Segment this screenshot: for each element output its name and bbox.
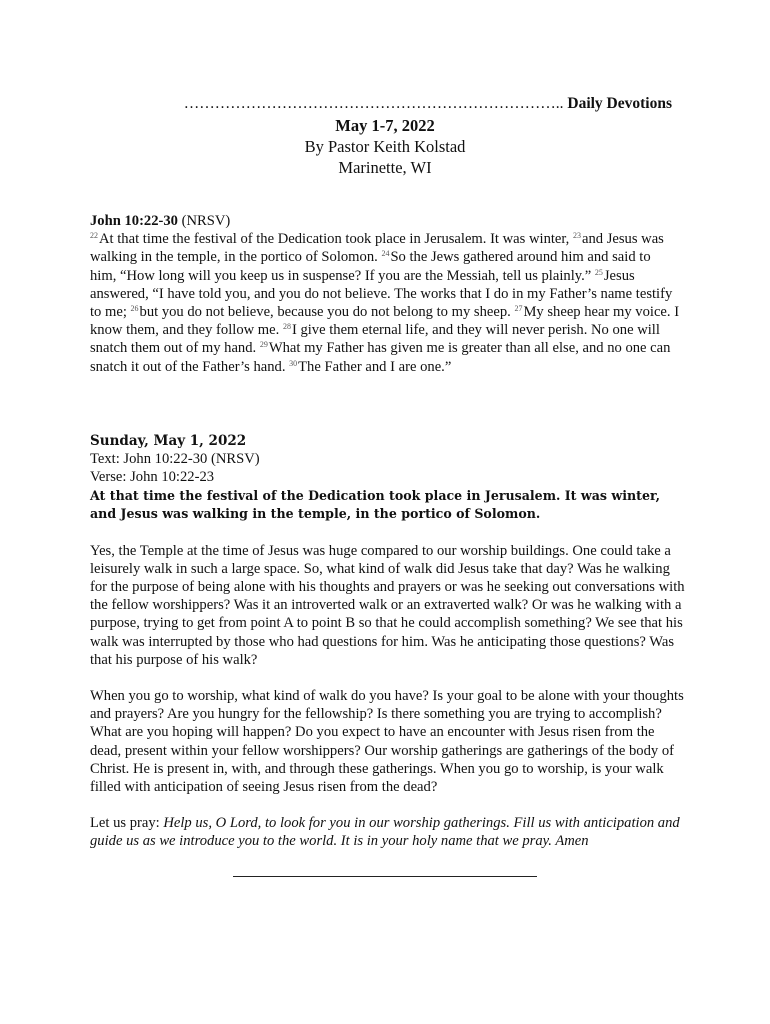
verse-text: At that time the festival of the Dedication took place in Jerusalem. It was winter, bbox=[99, 231, 573, 248]
verse-number: 26 bbox=[130, 304, 139, 314]
verse-number: 28 bbox=[282, 322, 291, 332]
section-divider bbox=[233, 876, 537, 877]
verse-text: I give them eternal life, and they will never perish. No one will snatch them out of my hand. bbox=[90, 322, 660, 357]
leader-dots: ……………………………………………………………….. bbox=[183, 95, 568, 112]
verse-text: but you do not believe, because you do not belong to my sheep. bbox=[139, 304, 515, 321]
scripture-reference: John 10:22-30 bbox=[90, 213, 178, 229]
verse-number: 22 bbox=[90, 231, 98, 241]
verse-number: 30 bbox=[289, 358, 298, 368]
verse-number: 29 bbox=[259, 340, 268, 350]
verse-text: So the Jews gathered around him and said to him, “How long will you keep us in suspense? If you are the Messiah, tell us plainly.” bbox=[90, 249, 651, 284]
series-title: Daily Devotions bbox=[567, 95, 672, 112]
verse-number: 24 bbox=[381, 249, 390, 259]
verse-text: What my Father has given me is greater than all else, and no one can snatch it out of the Father’s hand. bbox=[90, 340, 671, 375]
devotion-paragraph: When you go to worship, what kind of walk do you have? Is your goal to be alone with your thoughts and prayers? Are you hungry for the fellowship? Is there something you are trying to accomplish? What are you hoping will happen? Do you expect to have an encounter with Jesus risen from the dead, present within your fellow worshippers? Our worship gatherings are gatherings of the body of Christ. He is present in, with, and through these gatherings. When you go to worship, is your walk filled with anticipation of seeing Jesus risen from the dead? bbox=[90, 688, 684, 796]
date-range: May 1-7, 2022 bbox=[335, 116, 435, 135]
text-reference: Text: John 10:22-30 (NRSV) bbox=[90, 451, 260, 468]
verse-quote: At that time the festival of the Dedication took place in Jerusalem. It was winter, and Jesus was walking in the temple, in the portico of Solomon. bbox=[90, 487, 661, 522]
verse-text: Jesus answered, “I have told you, and you do not believe. The works that I do in my Father’s name testify to me; bbox=[90, 267, 673, 321]
location-line: Marinette, WI bbox=[338, 158, 432, 177]
prayer-lead: Let us pray: bbox=[90, 815, 164, 832]
scripture-section bbox=[90, 212, 680, 376]
scripture-passage bbox=[90, 230, 680, 376]
document-header bbox=[0, 94, 770, 178]
verse-text: My sheep hear my voice. I know them, and they follow me. bbox=[90, 304, 680, 339]
day-title: Sunday, May 1, 2022 bbox=[90, 433, 247, 449]
verse-reference: Verse: John 10:22-23 bbox=[90, 469, 215, 486]
author-line: By Pastor Keith Kolstad bbox=[304, 137, 466, 156]
verse-number: 25 bbox=[594, 267, 603, 277]
verse-text: The Father and I are one.” bbox=[298, 358, 452, 375]
verse-number: 23 bbox=[572, 231, 581, 241]
scripture-heading bbox=[90, 212, 680, 230]
verse-number: 27 bbox=[514, 304, 523, 314]
devotion-paragraph: Yes, the Temple at the time of Jesus was huge compared to our worship buildings. One could take a leisurely walk in such a large space. So, what kind of walk did Jesus take that day? Was he walking for the purpose of being alone with his thoughts and prayers or was he seeking out conversations with the fellow worshippers? Was it an introverted walk or an extraverted walk? Or was he walking with a purpose, trying to get from point A to point B so that he could accomplish something? We see that his walk was interrupted by those who had questions for him. Was he anticipating those questions? Was that his purpose of his walk? bbox=[90, 542, 685, 668]
daily-devotion bbox=[90, 432, 685, 851]
prayer bbox=[90, 814, 685, 850]
verse-text: and Jesus was walking in the temple, in the portico of Solomon. bbox=[90, 231, 664, 266]
series-title-line bbox=[0, 94, 770, 114]
scripture-version: (NRSV) bbox=[177, 213, 231, 229]
prayer-text: Help us, O Lord, to look for you in our worship gatherings. Fill us with anticipation and guide us as we introduce you to the world. It is in your holy name that we pray. Amen bbox=[90, 815, 680, 850]
